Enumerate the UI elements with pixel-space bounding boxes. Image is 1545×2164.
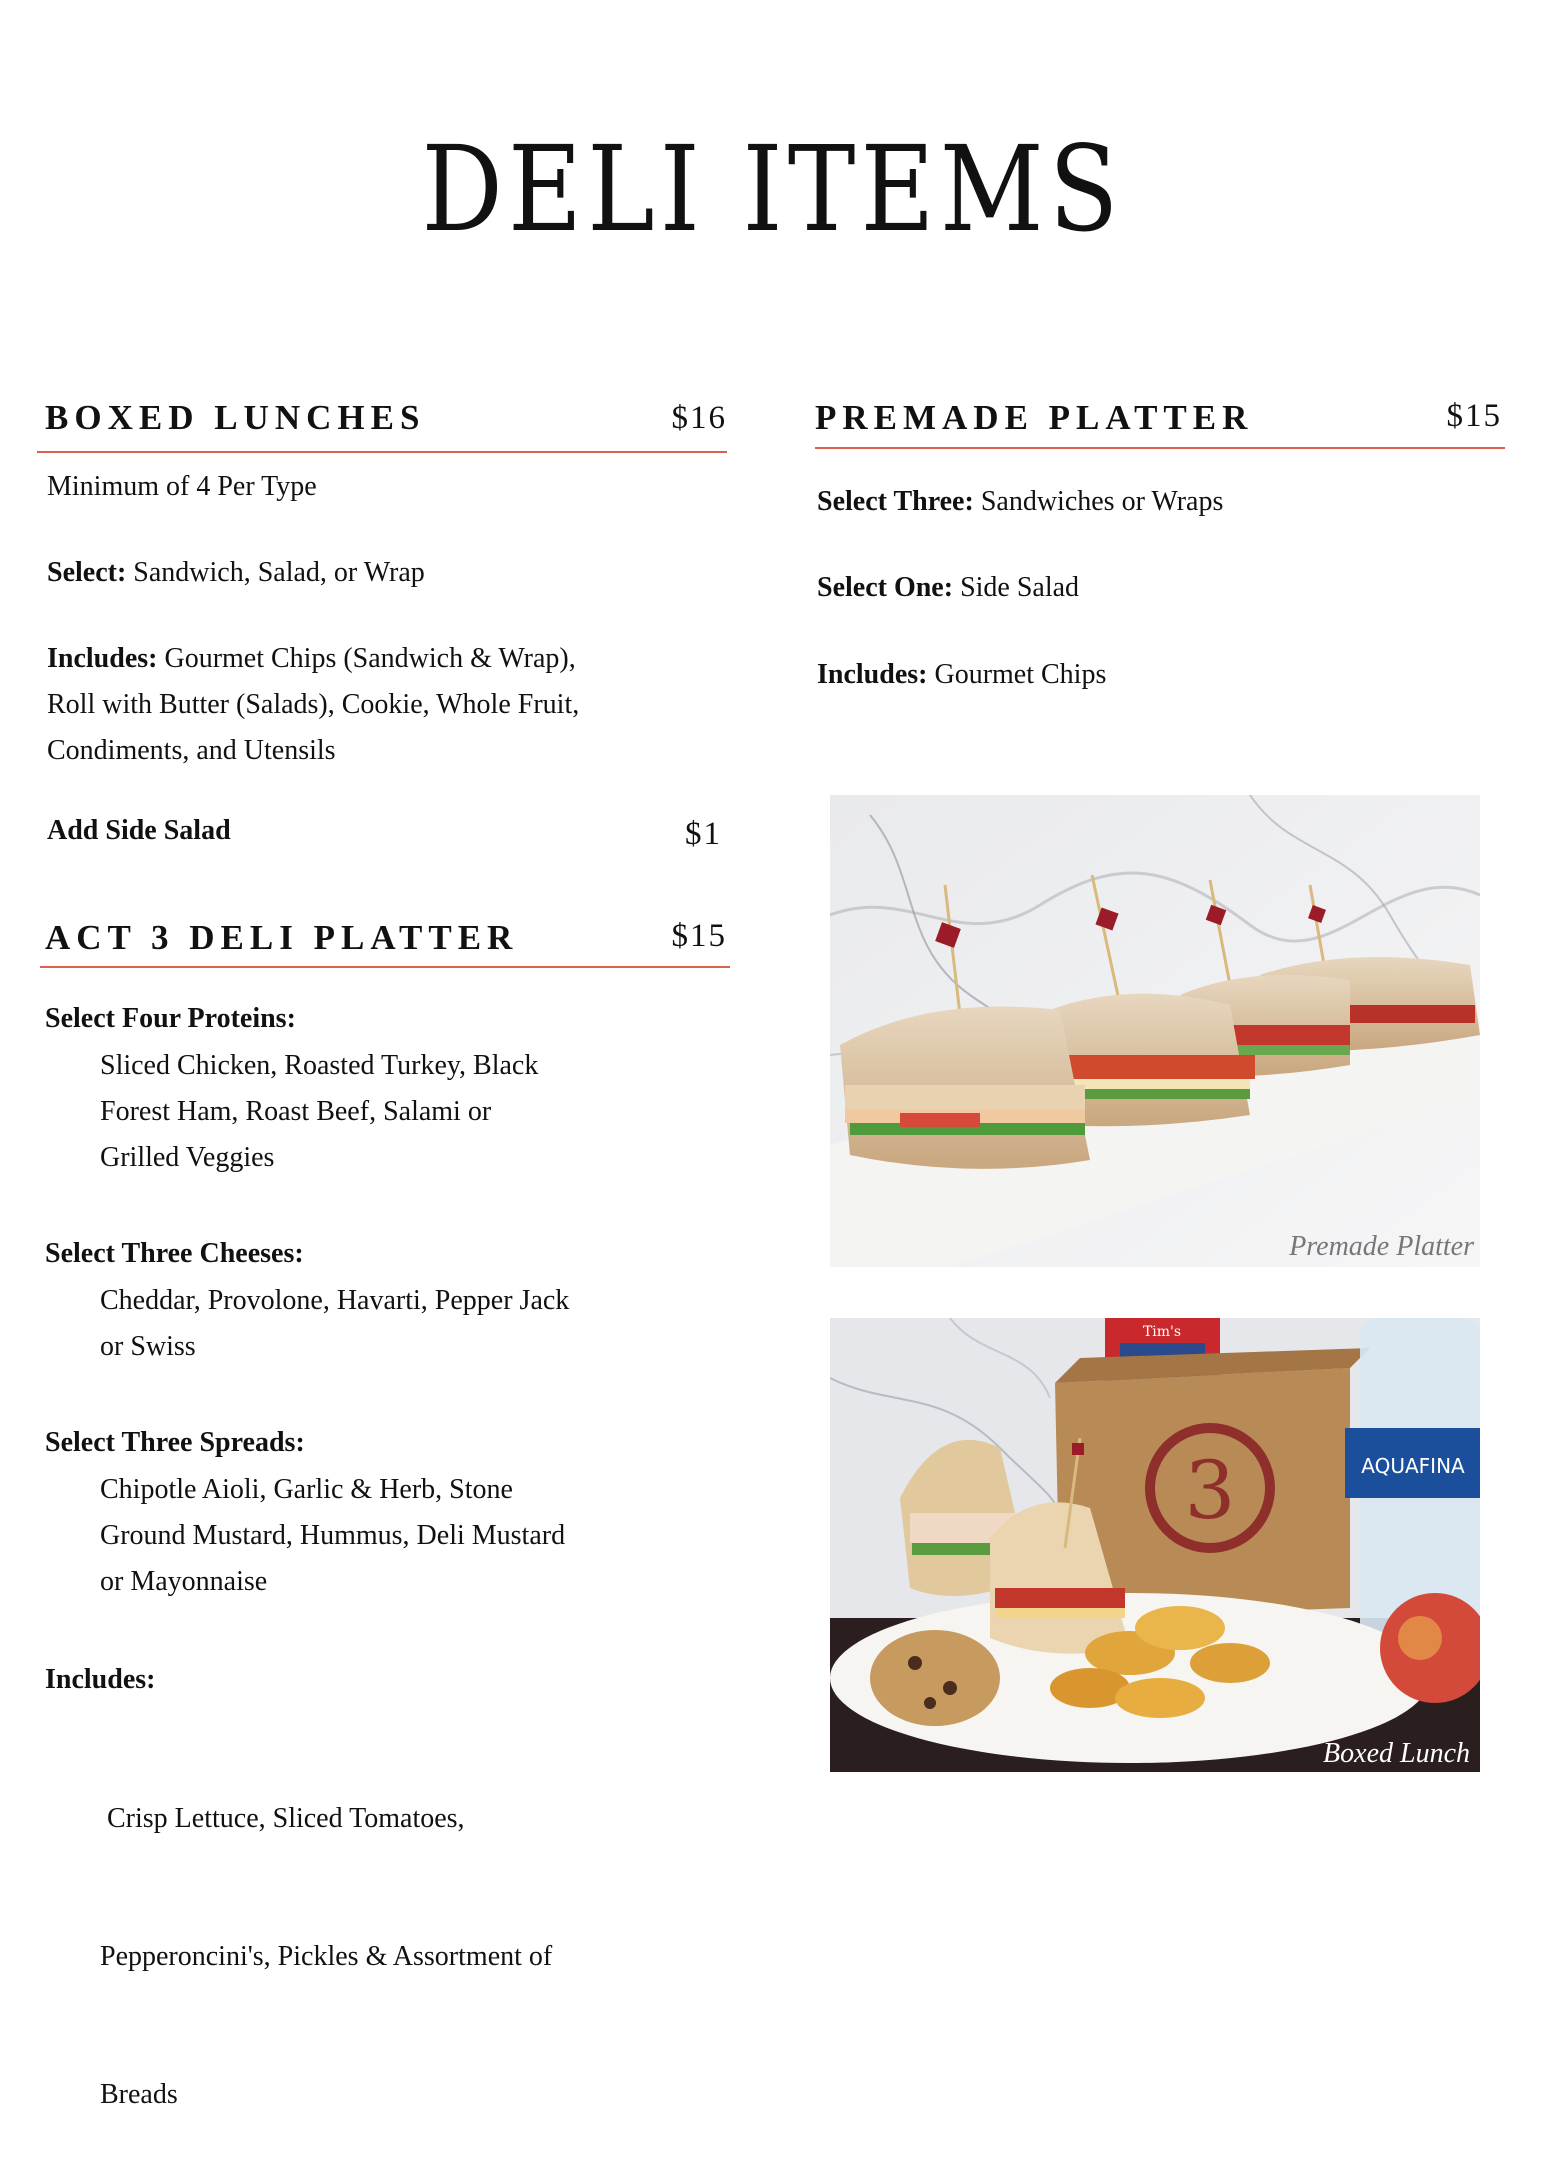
premade-includes	[817, 652, 1106, 698]
deli-includes-line: Breads	[100, 2079, 178, 2110]
premade-includes-text: Gourmet Chips	[934, 659, 1107, 690]
proteins-label: Select Four Proteins:	[45, 1003, 296, 1034]
cheeses-list	[100, 1278, 569, 1370]
boxed-lunches-rule	[37, 451, 727, 453]
add-side-salad-price: $1	[685, 816, 722, 852]
spreads-label: Select Three Spreads:	[45, 1427, 305, 1458]
deli-platter-price: $15	[671, 918, 727, 954]
proteins-line: Sliced Chicken, Roasted Turkey, Black	[100, 1050, 539, 1081]
spreads-line: Chipotle Aioli, Garlic & Herb, Stone	[100, 1474, 513, 1505]
bottle-brand: AQUAFINA	[1361, 1454, 1465, 1478]
boxed-lunches-price: $16	[671, 400, 727, 436]
chips-brand: Tim's	[1142, 1324, 1182, 1340]
premade-select-one-text: Side Salad	[960, 572, 1080, 603]
spreads-line: or Mayonnaise	[100, 1566, 268, 1597]
cheeses-line: Cheddar, Provolone, Havarti, Pepper Jack	[100, 1285, 570, 1316]
boxed-select	[47, 550, 425, 596]
premade-select-three	[817, 479, 1223, 525]
deli-includes-line: Pepperoncini's, Pickles & Assortment of	[100, 1941, 553, 1972]
boxed-includes-line1: Gourmet Chips (Sandwich & Wrap),	[164, 643, 576, 674]
proteins-list	[100, 1043, 538, 1181]
premade-platter-title: PREMADE PLATTER	[815, 398, 1254, 437]
premade-includes-label: Includes:	[817, 659, 928, 690]
premade-platter-photo	[830, 795, 1480, 1267]
boxed-select-label: Select:	[47, 557, 127, 588]
premade-select-one-label: Select One:	[817, 572, 954, 603]
premade-platter-rule	[815, 447, 1505, 449]
box-number: 3	[1184, 1444, 1236, 1537]
boxed-lunch-photo	[830, 1318, 1480, 1772]
premade-select-one	[817, 565, 1079, 611]
add-side-salad-label: Add Side Salad	[47, 815, 231, 846]
proteins-line: Grilled Veggies	[100, 1142, 275, 1173]
deli-includes-line: Crisp Lettuce, Sliced Tomatoes,	[100, 1803, 465, 1834]
boxed-lunch-caption: Boxed Lunch	[1323, 1738, 1470, 1769]
boxed-select-text: Sandwich, Salad, or Wrap	[133, 557, 425, 588]
boxed-includes-line3: Condiments, and Utensils	[47, 735, 336, 766]
premade-platter-price: $15	[1446, 398, 1502, 434]
boxed-includes-label: Includes:	[47, 643, 158, 674]
deli-includes-list	[100, 1704, 552, 2164]
proteins-line: Forest Ham, Roast Beef, Salami or	[100, 1096, 492, 1127]
premade-platter-caption: Premade Platter	[1289, 1231, 1474, 1262]
cheeses-line: or Swiss	[100, 1331, 196, 1362]
boxed-includes	[47, 636, 579, 774]
premade-select-three-text: Sandwiches or Wraps	[980, 486, 1224, 517]
boxed-minimum: Minimum of 4 Per Type	[47, 471, 317, 502]
boxed-includes-line2: Roll with Butter (Salads), Cookie, Whole Fruit,	[47, 689, 580, 720]
deli-platter-rule	[40, 966, 730, 968]
spreads-list	[100, 1467, 565, 1605]
page-title: DELI ITEMS	[421, 120, 1124, 258]
deli-includes-label: Includes:	[45, 1664, 156, 1695]
cheeses-label: Select Three Cheeses:	[45, 1238, 304, 1269]
boxed-lunches-title: BOXED LUNCHES	[45, 398, 426, 437]
premade-select-three-label: Select Three:	[817, 486, 974, 517]
deli-platter-title: ACT 3 DELI PLATTER	[45, 918, 519, 957]
spreads-line: Ground Mustard, Hummus, Deli Mustard	[100, 1520, 566, 1551]
